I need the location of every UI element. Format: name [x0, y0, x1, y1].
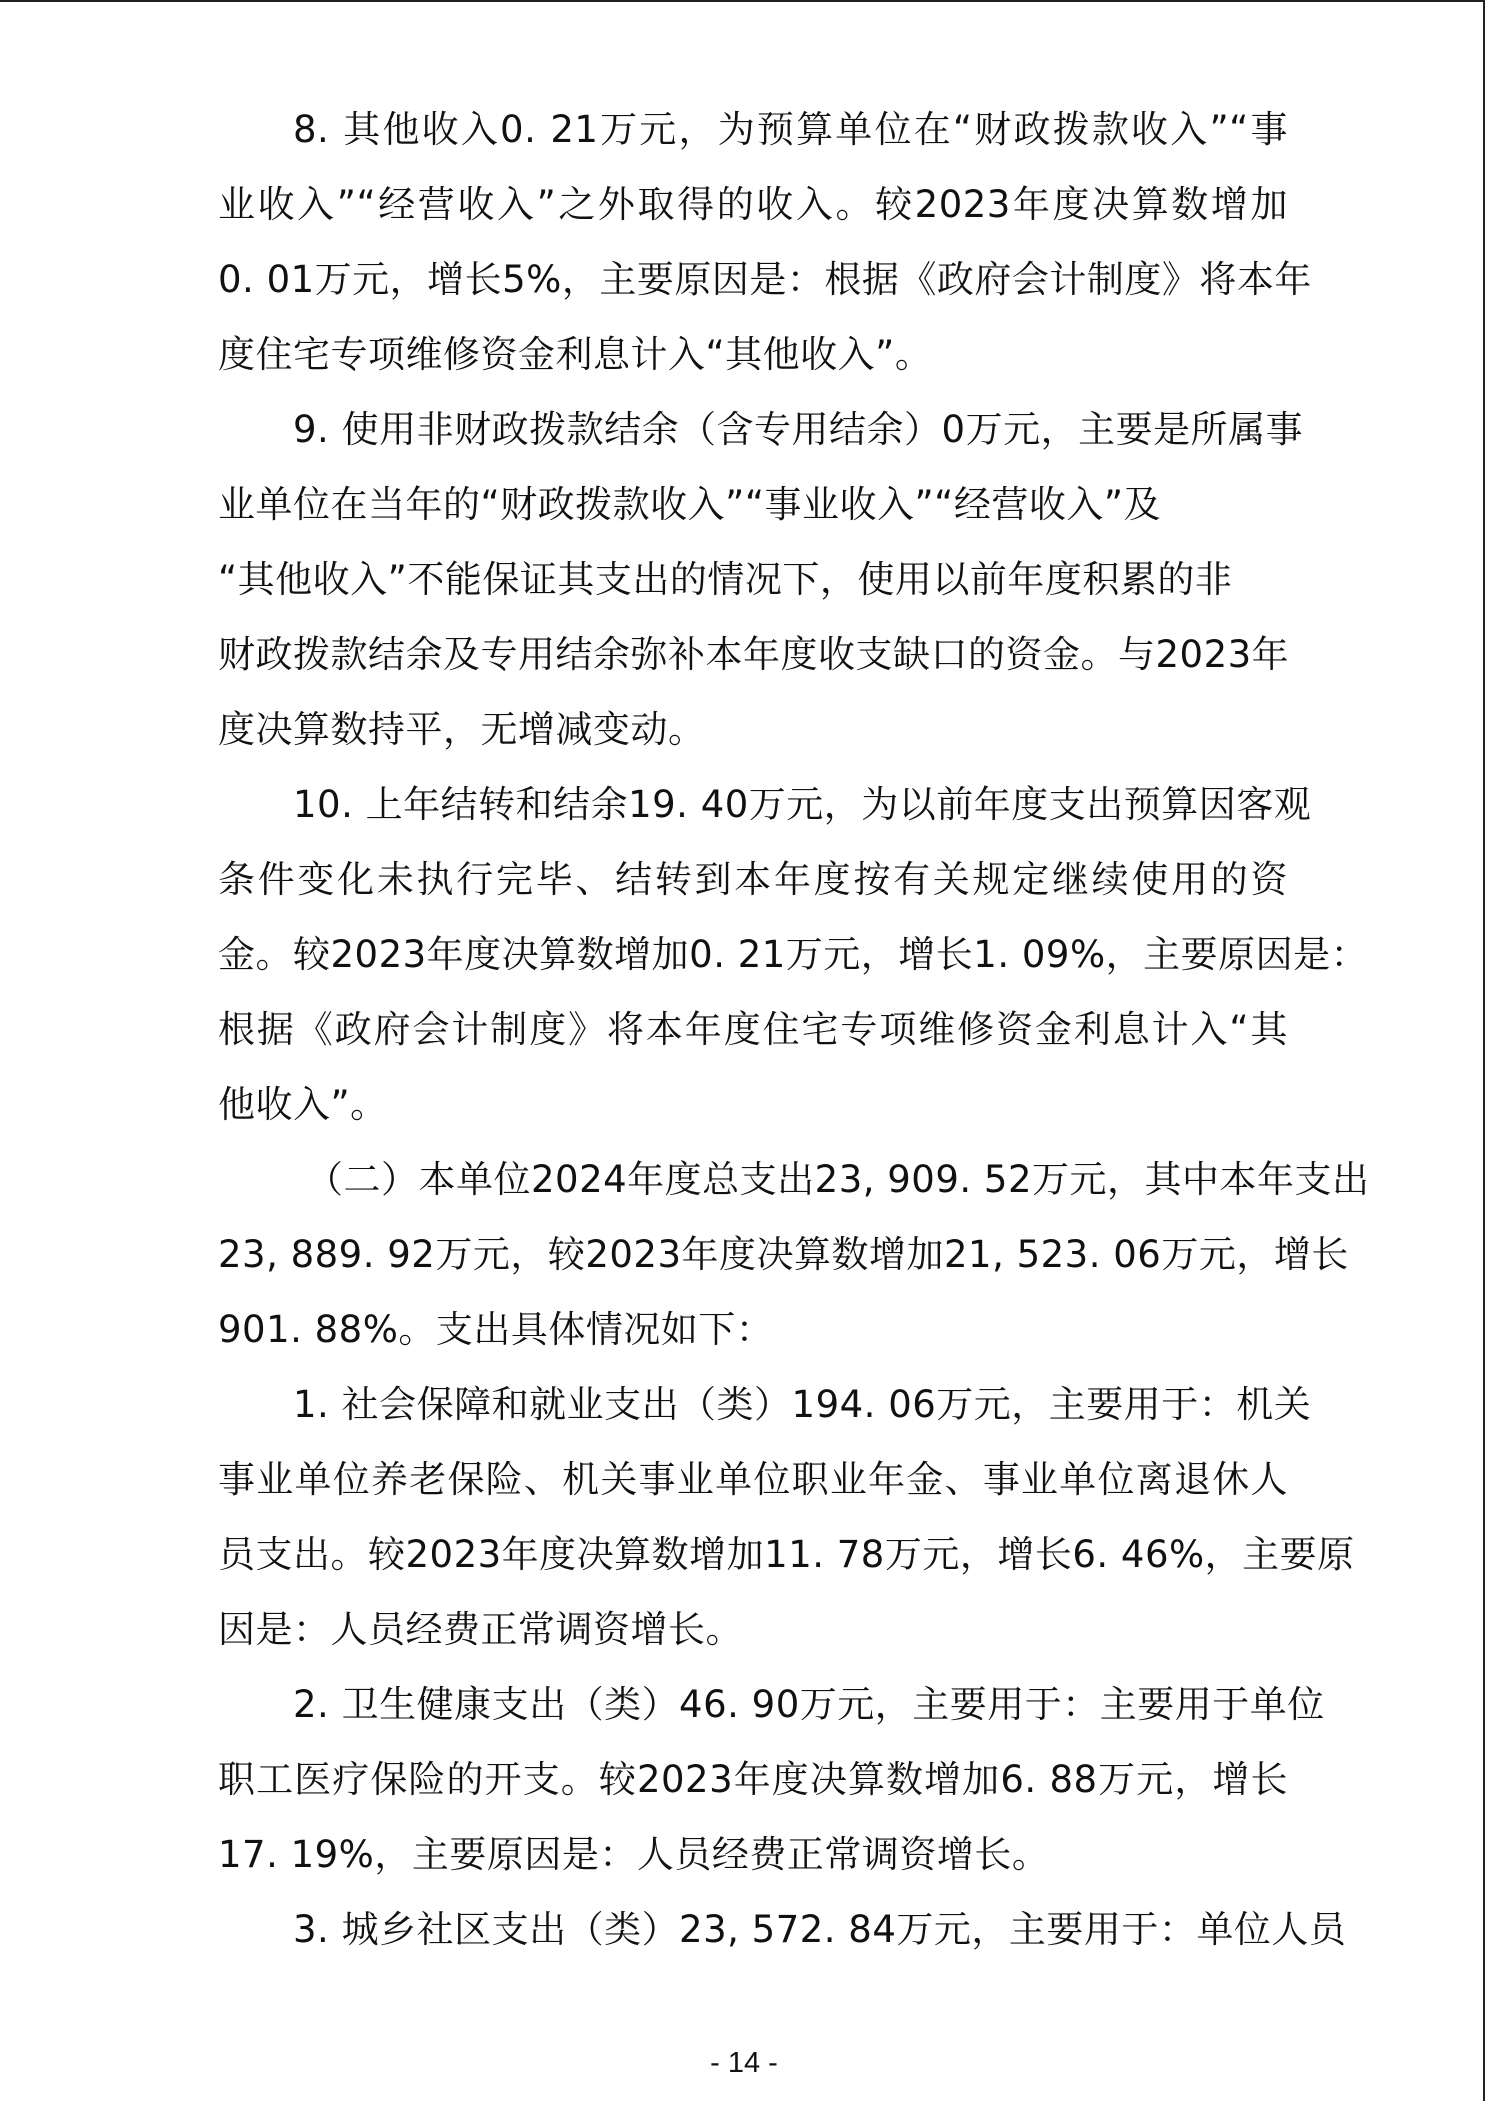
- paragraph-line: 901. 88%。支出具体情况如下：: [218, 1308, 774, 1351]
- paragraph-line: 2. 卫生健康支出（类）46. 90万元，主要用于：主要用于单位: [293, 1683, 1325, 1726]
- paragraph-line: 业单位在当年的“财政拨款收入”“事业收入”“经营收入”及: [218, 483, 1162, 526]
- paragraph-line: “其他收入”不能保证其支出的情况下，使用以前年度积累的非: [218, 558, 1233, 601]
- paragraph-line: 他收入”。: [218, 1083, 388, 1126]
- paragraph-line: 1. 社会保障和就业支出（类）194. 06万元，主要用于：机关: [293, 1383, 1312, 1426]
- paragraph-line: 10. 上年结转和结余19. 40万元，为以前年度支出预算因客观: [293, 783, 1312, 826]
- document-body: [218, 92, 1370, 1967]
- paragraph-line: 0. 01万元，增长5%，主要原因是：根据《政府会计制度》将本年: [218, 258, 1312, 301]
- paragraph-line: 财政拨款结余及专用结余弥补本年度收支缺口的资金。与2023年: [218, 633, 1290, 676]
- paragraph-line: 职工医疗保险的开支。较2023年度决算数增加6. 88万元，增长: [218, 1758, 1288, 1801]
- paragraph-line: 条件变化未执行完毕、结转到本年度按有关规定继续使用的资: [218, 858, 1288, 901]
- paragraph-line: 8. 其他收入0. 21万元，为预算单位在“财政拨款收入”“事: [293, 108, 1288, 151]
- paragraph-line: 度住宅专项维修资金利息计入“其他收入”。: [218, 333, 933, 376]
- paragraph-line: 23, 889. 92万元，较2023年度决算数增加21, 523. 06万元，增长: [218, 1233, 1349, 1276]
- paragraph-line: 根据《政府会计制度》将本年度住宅专项维修资金利息计入“其: [218, 1008, 1288, 1051]
- paragraph-line: 业收入”“经营收入”之外取得的收入。较2023年度决算数增加: [218, 183, 1288, 226]
- paragraph-line: 17. 19%，主要原因是：人员经费正常调资增长。: [218, 1833, 1050, 1876]
- paragraph-line: 3. 城乡社区支出（类）23, 572. 84万元，主要用于：单位人员: [293, 1908, 1347, 1951]
- section-heading-line: （二）本单位2024年度总支出23, 909. 52万元，其中本年支出: [306, 1158, 1370, 1201]
- paragraph-line: 事业单位养老保险、机关事业单位职业年金、事业单位离退休人: [218, 1458, 1288, 1501]
- page-number: - 14 -: [710, 2047, 778, 2079]
- paragraph-line: 9. 使用非财政拨款结余（含专用结余）0万元，主要是所属事: [293, 408, 1304, 451]
- paragraph-line: 因是：人员经费正常调资增长。: [218, 1608, 743, 1651]
- paragraph-line: 度决算数持平，无增减变动。: [218, 708, 706, 751]
- paragraph-line: 金。较2023年度决算数增加0. 21万元，增长1. 09%，主要原因是：: [218, 933, 1369, 976]
- paragraph-line: 员支出。较2023年度决算数增加11. 78万元，增长6. 46%，主要原: [218, 1533, 1355, 1576]
